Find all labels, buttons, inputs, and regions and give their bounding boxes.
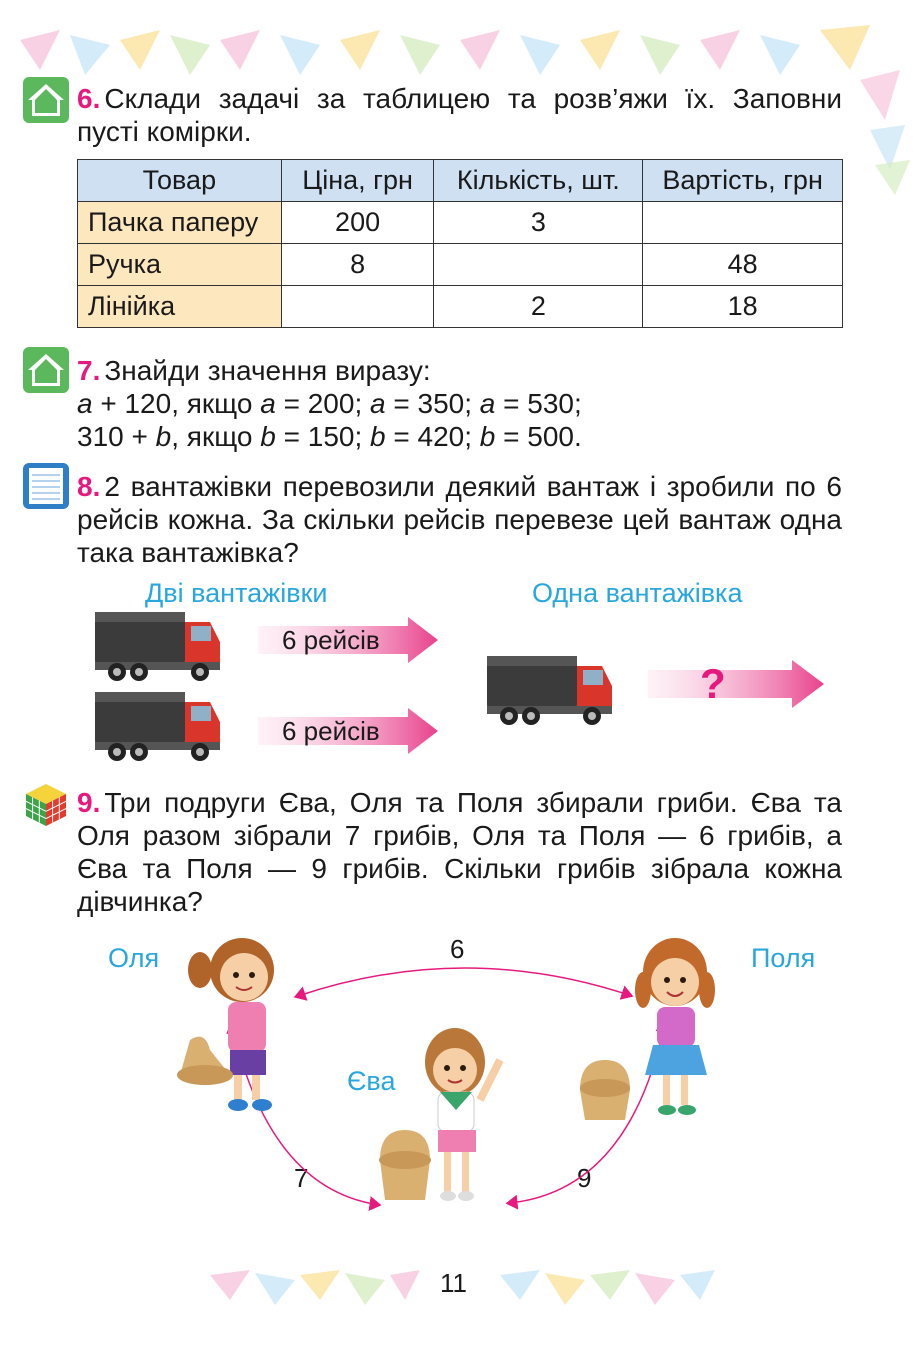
truck-image [487,656,617,728]
table-cell: 3 [434,202,643,244]
pink-arrow [648,660,826,708]
task-9-text: 9. Три подруги Єва, Оля та Поля збирали гриби. Єва та Оля разом зібрали 7 грибів, Оля та Поля — 6 грибів, а Єва та Поля — 9 грибів. Скільки грибів зібрала кожна дівчинка? [77,787,842,917]
table-cell: 200 [281,202,434,244]
number-label-top: 6 [450,934,465,964]
table-cell: 8 [281,244,434,286]
truck-image [95,692,225,764]
label-yeva: Єва [347,1066,396,1096]
column-header: Товар [78,160,282,202]
girl-olya-illustration [170,925,310,1120]
notebook-icon [22,462,70,510]
column-header: Вартість, грн [643,160,843,202]
expression-line-2: 310 + b, якщо b = 150; b = 420; b = 500. [77,421,582,452]
home-icon [22,76,70,124]
page-number: 11 [440,1268,467,1298]
task-7-text: 7. Знайди значення виразу: a + 120, якщо a = 200; a = 350; a = 530; 310 + b, якщо b = 150; b = 420; b = 500. [77,354,842,453]
table-cell: Пачка паперу [78,202,282,244]
table-row [78,286,843,328]
label-olya: Оля [108,943,160,973]
table-cell: 48 [643,244,843,286]
label-two-trucks: Дві вантажівки [145,578,328,608]
price-table [77,159,843,328]
task-8-text: 8. 2 вантажівки перевозили деякий вантаж і зробили по 6 рейсів кожна. За скільки рейсів перевезе цей вантаж одна така вантажівка? [77,471,842,568]
girl-yeva-illustration [370,1020,530,1210]
label-polya: Поля [751,943,816,973]
table-row [78,244,843,286]
task-number: 9. [77,787,101,818]
table-cell: 18 [643,286,843,328]
label-one-truck: Одна вантажівка [532,578,743,608]
table-cell: Ручка [78,244,282,286]
table-cell [643,202,843,244]
expression-line-1: a + 120, якщо a = 200; a = 350; a = 530; [77,388,582,419]
table-cell [434,244,643,286]
table-row [78,202,843,244]
task-number: 8. [77,471,101,502]
home-icon [22,346,70,394]
arrow-label: 6 рейсів [282,716,380,746]
question-mark: ? [700,660,726,707]
girl-polya-illustration [575,930,745,1125]
column-header: Кількість, шт. [434,160,643,202]
task-number: 6. [77,83,101,114]
task-6-text: 6. Склади задачі за таблицею та розв’яжи їх. Заповни пусті комірки. [77,83,842,147]
rubiks-cube-icon [22,780,70,828]
task-number: 7. [77,355,101,386]
number-label-right: 9 [577,1163,592,1193]
table-header-row [78,160,843,202]
arrow-label: 6 рейсів [282,625,380,655]
table-cell: Лінійка [78,286,282,328]
table-cell [281,286,434,328]
truck-image [95,612,225,684]
number-label-left: 7 [294,1163,309,1193]
column-header: Ціна, грн [281,160,434,202]
table-cell: 2 [434,286,643,328]
